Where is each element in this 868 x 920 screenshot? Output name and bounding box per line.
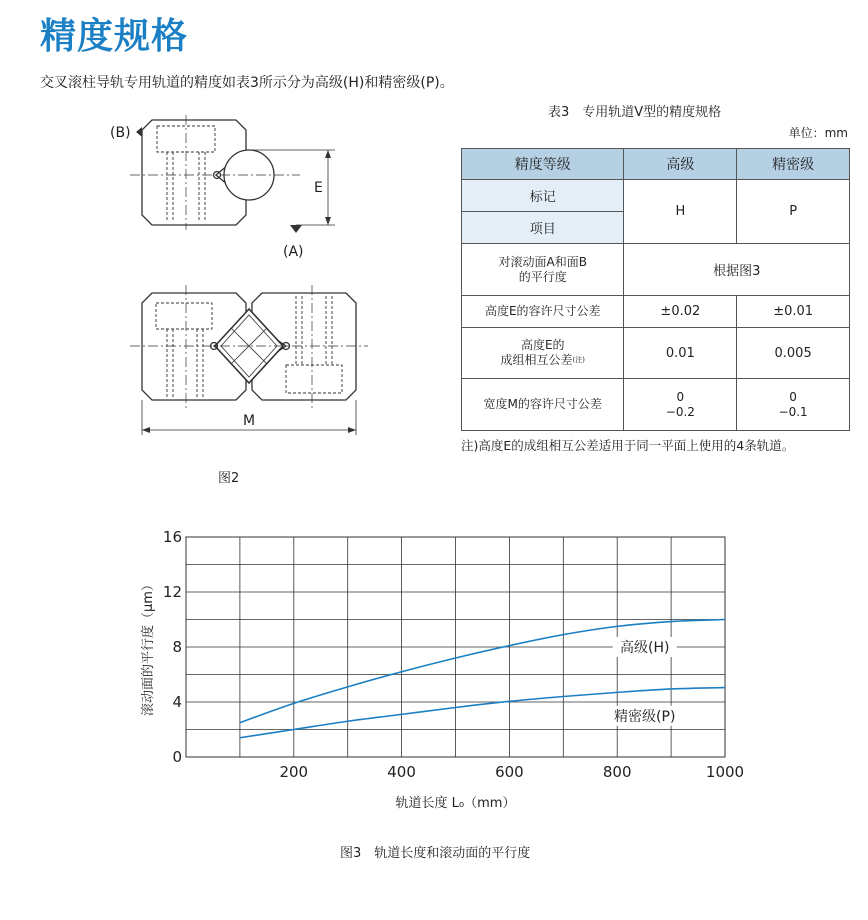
- row-width-tol-high: [624, 379, 737, 431]
- mark-h: H: [624, 180, 737, 244]
- table-note: 注)高度E的成组相互公差适用于同一平面上使用的4条轨道。: [461, 438, 795, 453]
- y-tick-label: 0: [172, 748, 182, 766]
- x-tick-label: 400: [387, 763, 416, 781]
- label-a: (A): [283, 244, 304, 260]
- page-title: 精度规格: [40, 16, 189, 57]
- row-group-tol-note-mark: (注): [572, 356, 585, 364]
- header-high: 高级: [624, 149, 737, 180]
- row-group-tol-high: 0.01: [624, 328, 737, 379]
- mark-p: P: [737, 180, 850, 244]
- item-label: 项目: [462, 212, 624, 244]
- row-width-tol-label: 宽度M的容许尺寸公差: [462, 379, 624, 431]
- intro-text: 交叉滚柱导轨专用轨道的精度如表3所示分为高级(H)和精密级(P)。: [40, 75, 454, 91]
- x-axis-label: 轨道长度 L₀（mm）: [395, 796, 516, 811]
- row-width-tol-precision: [737, 379, 850, 431]
- header-grade: 精度等级: [462, 149, 624, 180]
- x-tick-label: 600: [495, 763, 524, 781]
- x-tick-label: 800: [602, 763, 632, 781]
- parallelism-chart: [130, 525, 770, 825]
- row-width-tol-precision-upper: 0: [789, 389, 797, 404]
- row-group-tol-precision: 0.005: [737, 328, 850, 379]
- row-width-tol-high-upper: 0: [676, 389, 685, 404]
- x-tick-label: 1000: [705, 763, 745, 781]
- row-height-tol-precision: ±0.01: [737, 296, 850, 328]
- series-label-1: 精密级(P): [614, 708, 676, 725]
- row-group-tol-label-1: 高度E的: [520, 338, 565, 352]
- y-tick-label: 8: [172, 638, 182, 656]
- header-precision: 精密级: [737, 149, 850, 180]
- label-m: M: [243, 413, 256, 429]
- table-unit: 单位：mm: [788, 126, 848, 140]
- figure-2-drawing: [100, 110, 380, 450]
- table-caption: 表3 专用轨道V型的精度规格: [548, 105, 722, 120]
- figure-3-caption: 图3 轨道长度和滚动面的平行度: [340, 846, 531, 861]
- y-axis-label: 滚动面的平行度（μm）: [141, 578, 156, 716]
- series-label-0: 高级(H): [620, 640, 670, 656]
- row-height-tol-high: ±0.02: [624, 296, 737, 328]
- y-tick-label: 12: [162, 583, 182, 601]
- label-e: E: [314, 180, 323, 196]
- spec-table: [461, 148, 850, 431]
- row-width-tol-precision-lower: −0.1: [778, 404, 808, 419]
- figure-2-caption: 图2: [218, 471, 240, 486]
- row-group-tol-label-2: 成组相互公差: [500, 353, 573, 367]
- row-parallelism-label: [462, 244, 624, 296]
- mark-label: 标记: [462, 180, 624, 212]
- row-parallelism-label-1: 对滚动面A和面B: [498, 254, 587, 269]
- row-width-tol-high-lower: −0.2: [665, 404, 695, 419]
- row-group-tol-label: [462, 328, 624, 379]
- row-height-tol-label: 高度E的容许尺寸公差: [462, 296, 624, 328]
- row-parallelism-value: 根据图3: [624, 244, 850, 296]
- row-parallelism-label-2: 的平行度: [518, 269, 567, 284]
- y-tick-label: 4: [172, 693, 182, 711]
- x-tick-label: 200: [279, 763, 309, 781]
- y-tick-label: 16: [162, 528, 182, 546]
- label-b: (B): [110, 125, 131, 141]
